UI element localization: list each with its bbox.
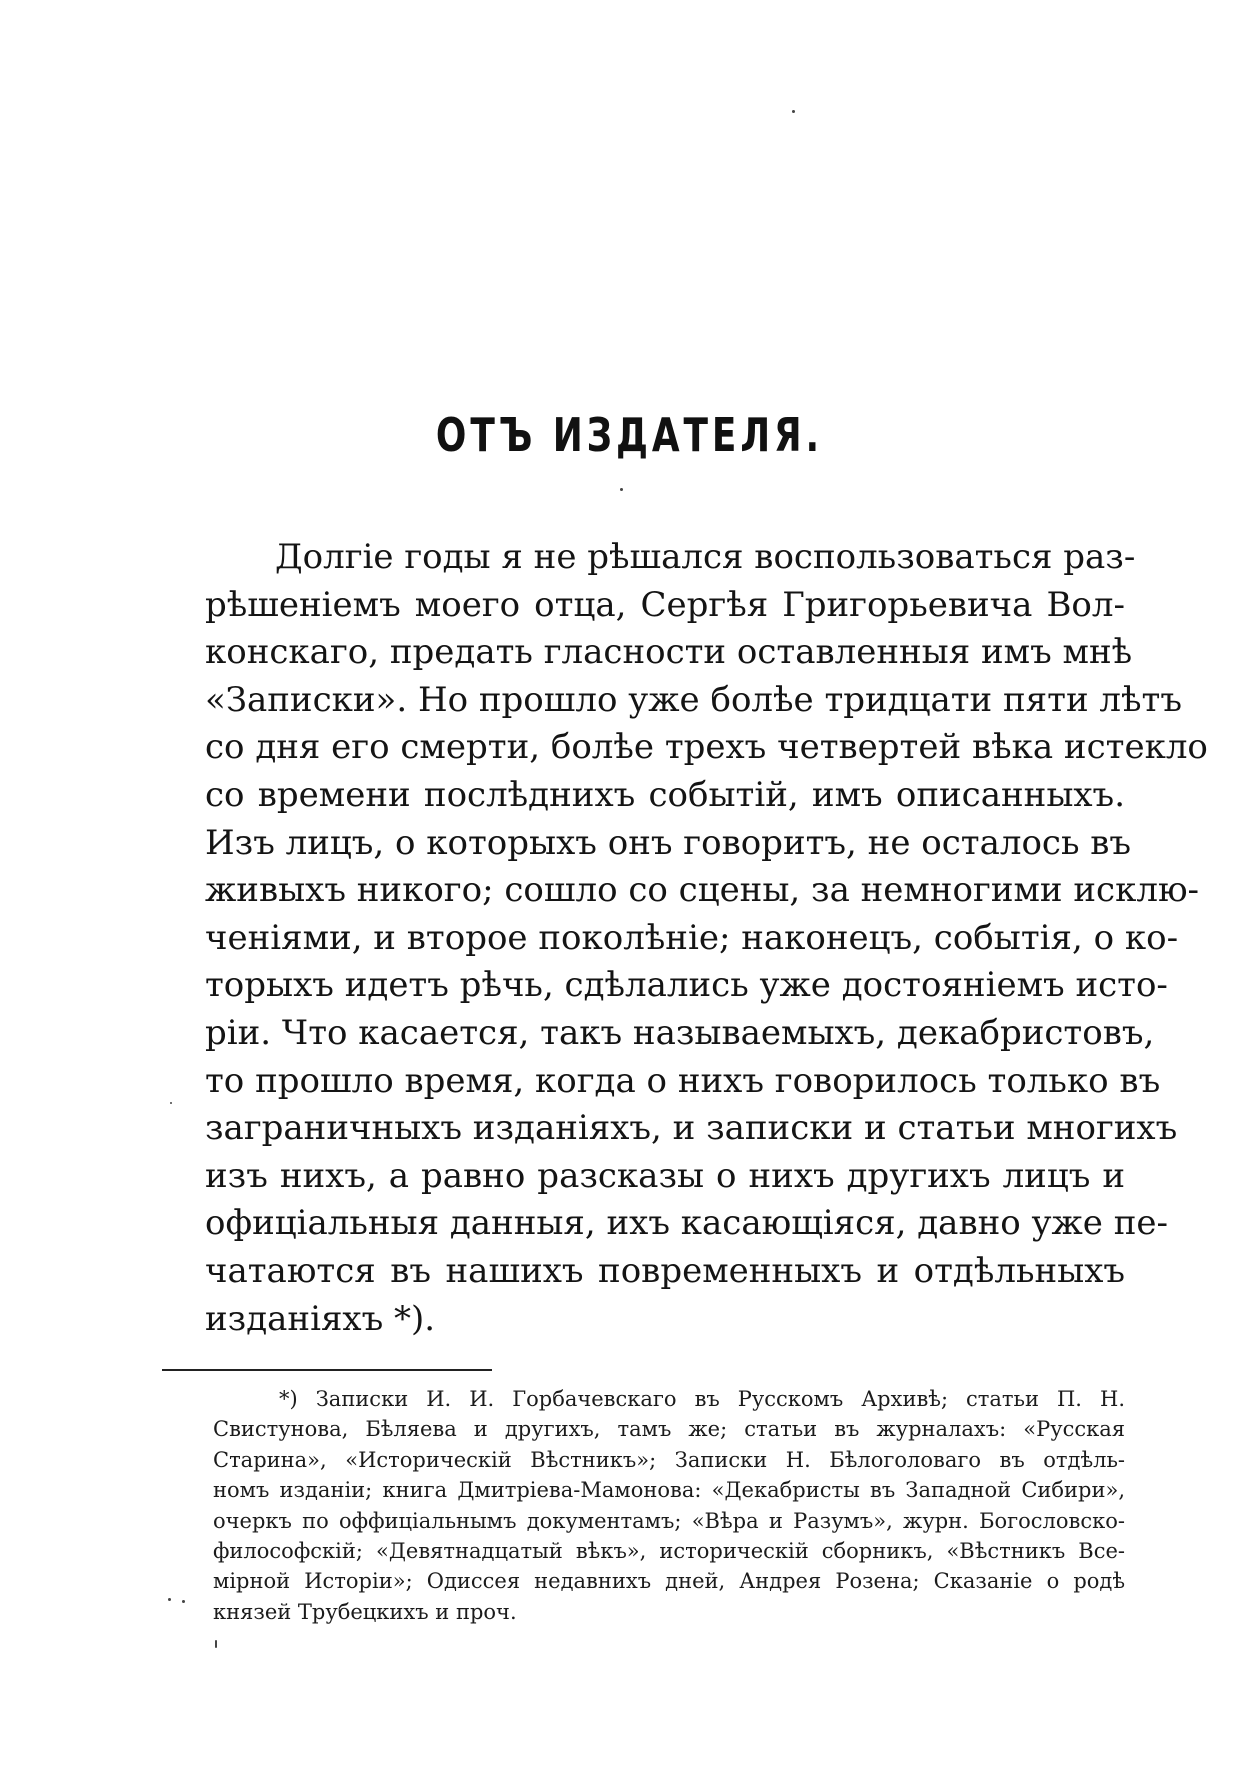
scan-speck xyxy=(792,110,795,113)
scan-speck xyxy=(182,1600,185,1603)
body-line: офиціальныя данныя, ихъ касающіяся, давно уже пе- xyxy=(205,1203,1169,1244)
footnote-line: князей Трубецкихъ и проч. xyxy=(213,1599,517,1624)
footnote-line: Свистунова, Бѣляева и другихъ, тамъ же; статьи въ журналахъ: «Русская xyxy=(213,1417,1125,1442)
body-line: Изъ лицъ, о которыхъ онъ говоритъ, не осталось въ xyxy=(205,822,1132,863)
body-line: живыхъ никого; сошло со сцены, за немногими исклю- xyxy=(205,870,1200,911)
body-line: конскаго, предать гласности оставленныя имъ мнѣ xyxy=(205,632,1133,673)
footnote-divider xyxy=(162,1369,492,1371)
footnote xyxy=(213,1384,1125,1627)
footnote-line: номъ изданіи; книга Дмитріева-Мамонова: «Декабристы въ Западной Сибири», xyxy=(213,1478,1125,1503)
page-heading: ОТЪ ИЗДАТЕЛЯ. xyxy=(435,408,824,462)
footnote-line: Старина», «Историческій Вѣстникъ»; Записки Н. Бѣлоголоваго въ отдѣль- xyxy=(213,1447,1125,1472)
body-line: заграничныхъ изданіяхъ, и записки и статьи многихъ xyxy=(205,1108,1178,1149)
body-line: Долгіе годы я не рѣшался воспользоваться раз- xyxy=(275,537,1136,577)
scan-speck xyxy=(215,1640,217,1648)
body-line: чатаются въ нашихъ повременныхъ и отдѣльныхъ xyxy=(205,1250,1125,1291)
footnote-line: мірной Исторіи»; Одиссея недавнихъ дней, Андрея Розена; Сказаніе о родѣ xyxy=(213,1569,1125,1594)
body-paragraph xyxy=(205,534,1208,1343)
footnote-line: *) Записки И. И. Горбачевскаго въ Русскомъ Архивѣ; статьи П. Н. xyxy=(279,1387,1125,1411)
body-line: изъ нихъ, а равно разсказы о нихъ другихъ лицъ и xyxy=(205,1155,1125,1196)
scan-speck xyxy=(620,488,623,491)
body-line: торыхъ идетъ рѣчь, сдѣлались уже достояніемъ исто- xyxy=(205,965,1168,1006)
scan-speck xyxy=(170,1102,172,1104)
body-line: «Записки». Но прошло уже болѣе тридцати пяти лѣтъ xyxy=(205,679,1182,720)
body-line: изданіяхъ *). xyxy=(205,1298,436,1339)
body-line: со времени послѣднихъ событій, имъ описанныхъ. xyxy=(205,774,1125,815)
body-line: то прошло время, когда о нихъ говорилось только въ xyxy=(205,1060,1161,1101)
body-line: ченіями, и второе поколѣніе; наконецъ, событія, о ко- xyxy=(205,917,1179,958)
body-line: рѣшеніемъ моего отца, Сергѣя Григорьевича Вол- xyxy=(205,584,1125,625)
scan-speck xyxy=(168,1598,171,1601)
body-line: ріи. Что касается, такъ называемыхъ, декабристовъ, xyxy=(205,1012,1155,1053)
body-line: со дня его смерти, болѣе трехъ четвертей вѣка истекло xyxy=(205,727,1208,768)
footnote-line: философскій; «Девятнадцатый вѣкъ», историческій сборникъ, «Вѣстникъ Все- xyxy=(213,1538,1125,1563)
footnote-line: очеркъ по оффиціальнымъ документамъ; «Вѣра и Разумъ», журн. Богословско- xyxy=(213,1508,1125,1533)
